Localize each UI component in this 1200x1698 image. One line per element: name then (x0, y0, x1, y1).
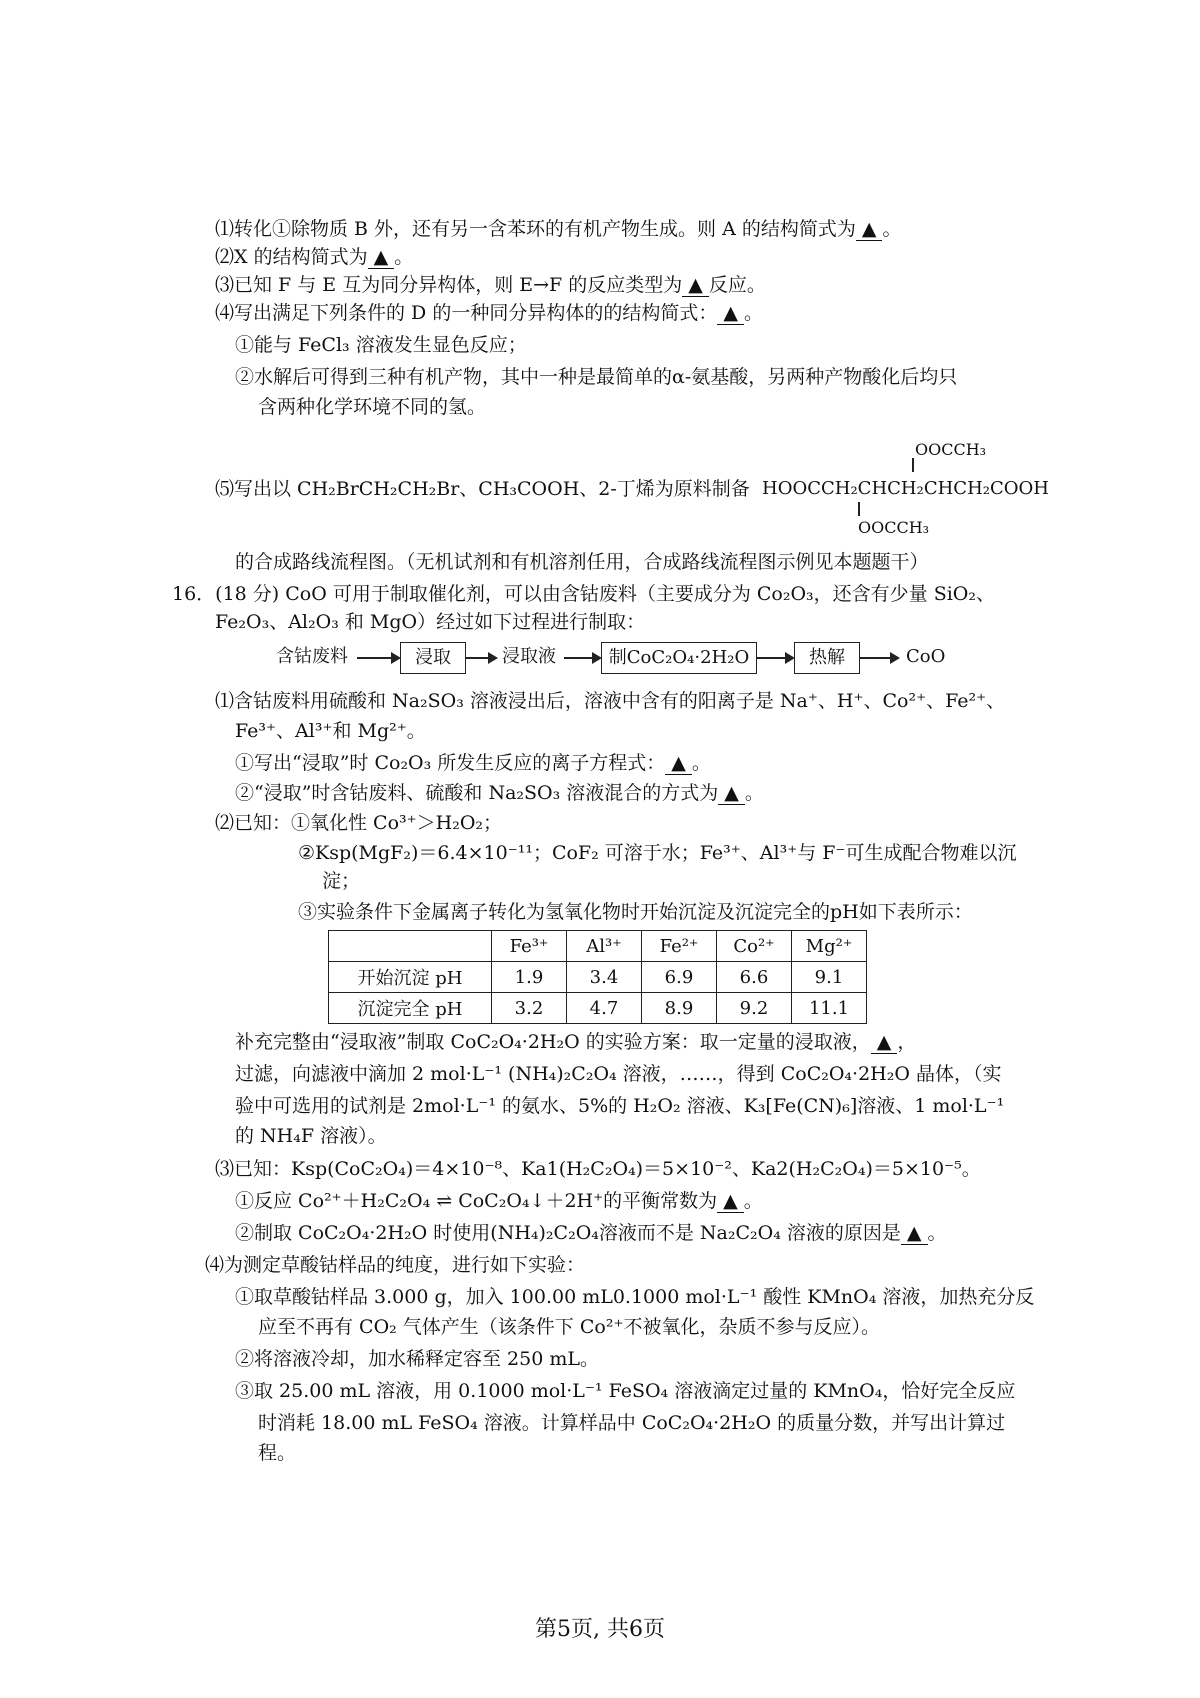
answer-blank: ▲ (856, 218, 883, 241)
flow-arrow-3 (564, 657, 600, 659)
flow-box-leach: 浸取 (400, 642, 466, 674)
table-cell: 沉淀完全 pH (329, 993, 492, 1024)
q16-s4-step1b: 应至不再有 CO₂ 气体产生（该条件下 Co²⁺不被氧化，杂质不参与反应）。 (258, 1316, 880, 1338)
struct-bottom-group: OOCCH₃ (858, 518, 930, 537)
table-cell: 1.9 (492, 962, 567, 993)
answer-blank: ▲ (718, 782, 745, 805)
struct-bond-top (912, 458, 914, 472)
table-header-row (329, 931, 867, 962)
q16-s1-q2: ②“浸取”时含钴废料、硫酸和 Na₂SO₃ 溶液混合的方式为 ▲ 。 (235, 782, 764, 804)
q16-s2-line2: ②Ksp(MgF₂)＝6.4×10⁻¹¹；CoF₂ 可溶于水；Fe³⁺、Al³⁺与 F⁻可生成配合物难以沉 (298, 842, 1017, 864)
table-header-cell: Fe³⁺ (492, 931, 567, 962)
answer-blank: ▲ (901, 1222, 928, 1245)
q16-intro-line1: 16．(18 分) CoO 可用于制取催化剂，可以由含钴废料（主要成分为 Co₂O₃，还含有少量 SiO₂、 (172, 583, 996, 605)
table-header-cell: Co²⁺ (717, 931, 792, 962)
table-cell: 开始沉淀 pH (329, 962, 492, 993)
q16-s1-line2: Fe³⁺、Al³⁺和 Mg²⁺。 (235, 720, 426, 742)
q15-cond2b: 含两种化学环境不同的氢。 (258, 396, 487, 418)
table-header-cell: Al³⁺ (567, 931, 642, 962)
page-footer: 第5页, 共6页 (535, 1617, 665, 1642)
flow-end: CoO (906, 646, 946, 667)
table-row (329, 962, 867, 993)
q16-s2-line1: ⑵已知：①氧化性 Co³⁺＞H₂O₂； (215, 812, 503, 834)
answer-blank: ▲ (717, 1190, 744, 1213)
q16-intro-line2: Fe₂O₃、Al₂O₃ 和 MgO）经过如下过程进行制取： (215, 611, 646, 633)
q16-s4-step3a: ③取 25.00 mL 溶液，用 0.1000 mol·L⁻¹ FeSO₄ 溶液滴定过量的 KMnO₄，恰好完全反应 (235, 1380, 1016, 1402)
table-cell: 3.4 (567, 962, 642, 993)
q16-s2-line4: ③实验条件下金属离子转化为氢氧化物时开始沉淀及沉淀完全的pH如下表所示： (298, 901, 973, 923)
q15-part2: ⑵X 的结构简式为 ▲ 。 (215, 246, 414, 268)
table-cell: 11.1 (792, 993, 867, 1024)
struct-bond-bottom (858, 502, 860, 516)
q16-s4-step1a: ①取草酸钴样品 3.000 g，加入 100.00 mL0.1000 mol·L⁻¹ 酸性 KMnO₄ 溶液，加热充分反 (235, 1286, 1035, 1308)
table-header-cell: Fe²⁺ (642, 931, 717, 962)
table-cell: 8.9 (642, 993, 717, 1024)
flow-start: 含钴废料 (276, 646, 348, 667)
table-cell: 9.2 (717, 993, 792, 1024)
q15-part5-tail: 的合成路线流程图。（无机试剂和有机溶剂任用，合成路线流程图示例见本题题干） (235, 551, 929, 573)
q16-s2-plan-line1: 补充完整由“浸取液”制取 CoC₂O₄·2H₂O 的实验方案：取一定量的浸取液， ▲ ， (235, 1031, 917, 1053)
table-header-cell: Mg²⁺ (792, 931, 867, 962)
q16-s3-q2: ②制取 CoC₂O₄·2H₂O 时使用(NH₄)₂C₂O₄溶液而不是 Na₂C₂O₄ 溶液的原因是 ▲ 。 (235, 1222, 947, 1244)
q16-s2-plan-line3: 验中可选用的试剂是 2mol·L⁻¹ 的氨水、5%的 H₂O₂ 溶液、K₃[Fe(CN)₆]溶液、1 mol·L⁻¹ (235, 1095, 1005, 1117)
answer-blank: ▲ (682, 274, 709, 297)
table-header-cell (329, 931, 492, 962)
answer-blank: ▲ (717, 302, 744, 325)
flow-box-prepare: 制CoC₂O₄·2H₂O (601, 642, 757, 674)
table-cell: 3.2 (492, 993, 567, 1024)
table-cell: 6.6 (717, 962, 792, 993)
q16-s4-step3b: 时消耗 18.00 mL FeSO₄ 溶液。计算样品中 CoC₂O₄·2H₂O 的质量分数，并写出计算过 (258, 1412, 1006, 1434)
struct-main-chain: HOOCCH₂CHCH₂CHCH₂COOH (762, 478, 1049, 499)
flow-arrow-1 (357, 657, 399, 659)
q16-s3-q1: ①反应 Co²⁺＋H₂C₂O₄ ⇌ CoC₂O₄↓＋2H⁺的平衡常数为 ▲ 。 (235, 1190, 763, 1212)
q15-part1: ⑴转化①除物质 B 外，还有另一含苯环的有机产物生成。则 A 的结构简式为 ▲ 。 (215, 218, 902, 240)
answer-blank: ▲ (665, 752, 692, 775)
answer-blank: ▲ (871, 1031, 898, 1054)
q15-part3: ⑶已知 F 与 E 互为同分异构体，则 E→F 的反应类型为 ▲ 反应。 (215, 274, 766, 296)
q16-s2-line3: 淀； (322, 870, 361, 892)
q16-s3-line1: ⑶已知：Ksp(CoC₂O₄)＝4×10⁻⁸、Ka1(H₂C₂O₄)＝5×10⁻²、Ka2(H₂C₂O₄)＝5×10⁻⁵。 (215, 1158, 981, 1180)
q16-s1-q1: ①写出“浸取”时 Co₂O₃ 所发生反应的离子方程式： ▲ 。 (235, 752, 711, 774)
q15-part4: ⑷写出满足下列条件的 D 的一种同分异构体的的结构简式： ▲ 。 (215, 302, 763, 324)
q15-cond1: ①能与 FeCl₃ 溶液发生显色反应； (235, 334, 527, 356)
table-row (329, 993, 867, 1024)
q16-s4-step3c: 程。 (258, 1442, 297, 1464)
table-cell: 4.7 (567, 993, 642, 1024)
q16-s2-plan-line2: 过滤，向滤液中滴加 2 mol·L⁻¹ (NH₄)₂C₂O₄ 溶液，……，得到 CoC₂O₄·2H₂O 晶体，（实 (235, 1063, 1002, 1085)
q15-cond2a: ②水解后可得到三种有机产物，其中一种是最简单的α-氨基酸，另两种产物酸化后均只 (235, 366, 958, 388)
flow-arrow-4 (757, 657, 793, 659)
q15-part5: ⑸写出以 CH₂BrCH₂CH₂Br、CH₃COOH、2-丁烯为原料制备 (215, 478, 750, 500)
table-cell: 6.9 (642, 962, 717, 993)
q16-s2-plan-line4: 的 NH₄F 溶液）。 (235, 1125, 387, 1147)
answer-blank: ▲ (368, 246, 395, 269)
flow-arrow-2 (466, 657, 496, 659)
flow-box-pyrolysis: 热解 (794, 642, 860, 674)
flow-arrow-5 (860, 657, 898, 659)
table-cell: 9.1 (792, 962, 867, 993)
q16-s4-step2: ②将溶液冷却，加水稀释定容至 250 mL。 (235, 1348, 599, 1370)
q16-s4-line1: ⑷为测定草酸钴样品的纯度，进行如下实验： (205, 1254, 586, 1276)
q16-s1-line1: ⑴含钴废料用硫酸和 Na₂SO₃ 溶液浸出后，溶液中含有的阳离子是 Na⁺、H⁺、Co²⁺、Fe²⁺、 (215, 690, 1006, 712)
ph-table (328, 930, 867, 1024)
flow-mid: 浸取液 (502, 646, 556, 667)
struct-top-group: OOCCH₃ (915, 440, 987, 459)
